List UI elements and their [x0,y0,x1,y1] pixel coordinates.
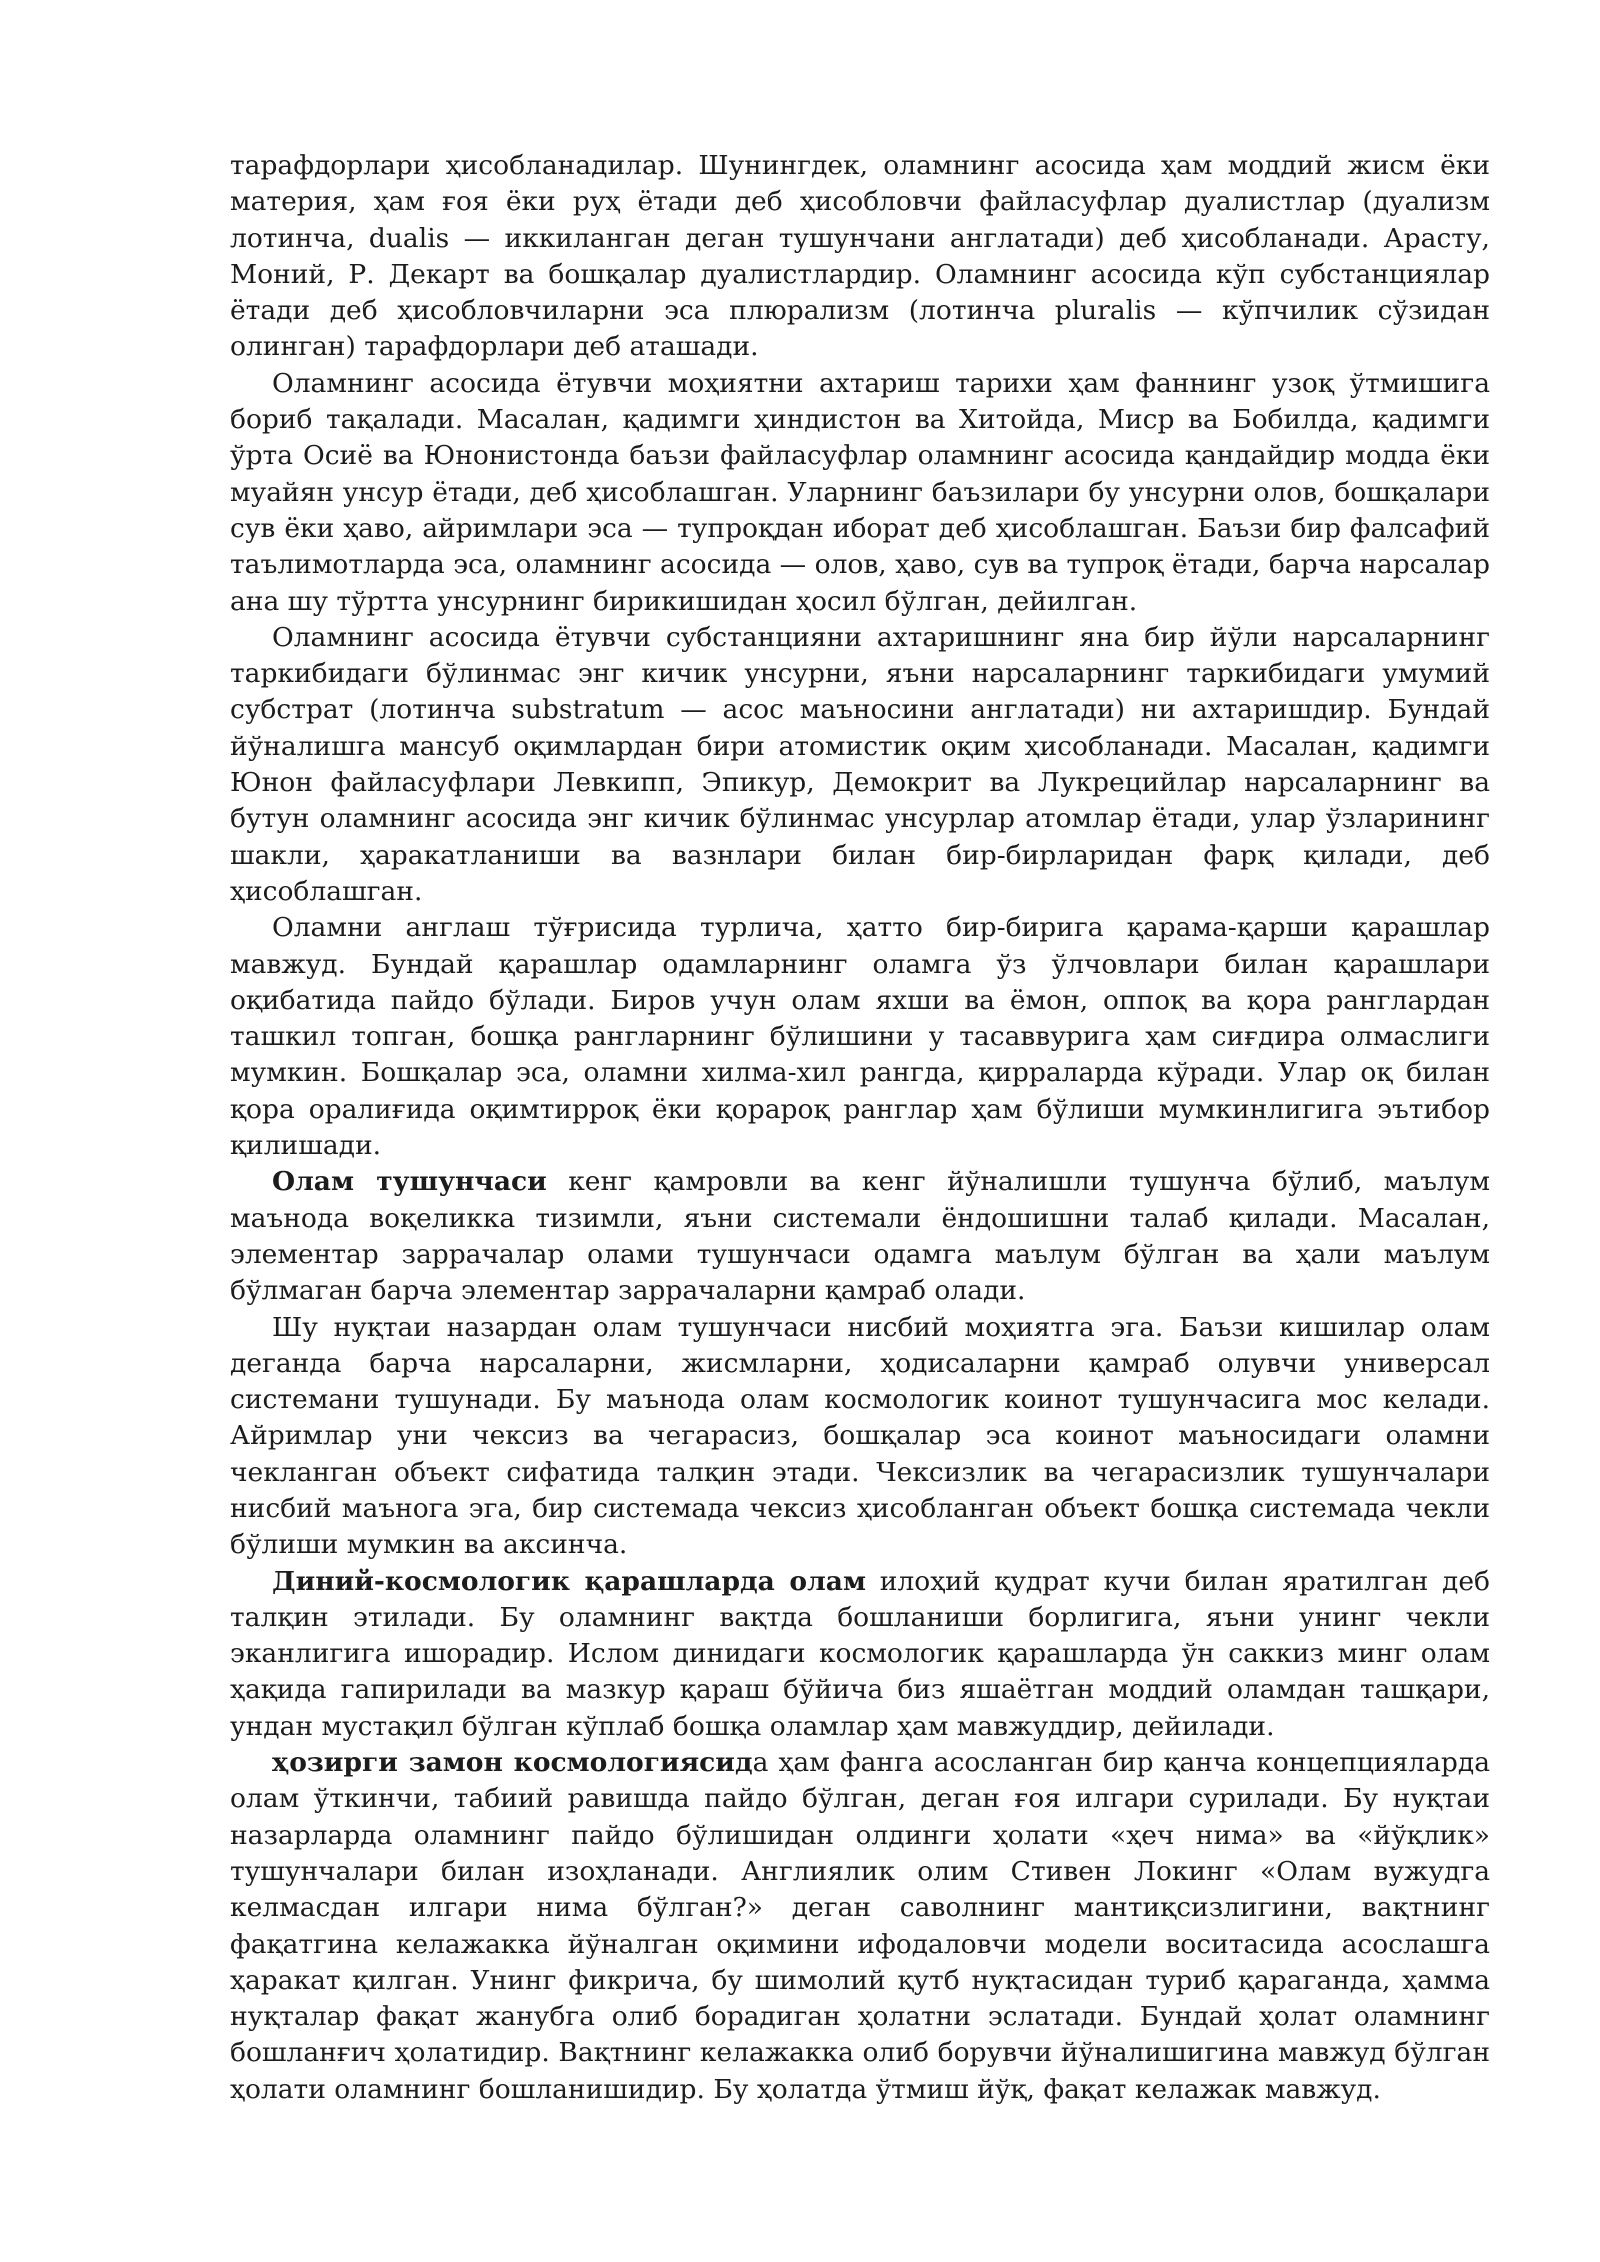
paragraph-world-concept [230,1164,1490,1309]
paragraph-text: кенг қамровли ва кенг йўналишли тушунча бўлиб, маълум маънода воқеликка тизимли, яъни системали ёндошишни талаб қилади. Масалан, элементар заррачалар олами тушунчаси одамга маълум бўлган ва ҳали маълум бўлмаган барча элементар заррачаларни қамраб олади. [230,1166,1490,1307]
paragraph-dualism [230,148,1490,366]
paragraph-text: Оламни англаш тўғрисида турлича, ҳатто бир-бирига қарама-қарши қарашлар мавжуд. Бундай қарашлар одамларнинг оламга ўз ўлчовлари билан қарашлари оқибатида пайдо бўлади. Биров учун олам яхши ва ёмон, оппоқ ва қора ранглардан ташкил топган, бошқа рангларнинг бўлишини у тасаввурига ҳам сиғдира олмаслиги мумкин. Бошқалар эса, оламни хилма-хил рангда, қирраларда кўради. Улар оқ билан қора оралиғида оқимтирроқ ёки қорароқ ранглар ҳам бўлиши мумкинлигига эътибор қилишади. [230,912,1490,1162]
paragraph-text: Оламнинг асосида ётувчи субстанцияни ахтаришнинг яна бир йўли нарсаларнинг таркибидаги бўлинмас энг кичик унсурни, яъни нарсаларнинг таркибидаги умумий субстрат (лотинча substratum — асос маъносини англатади) ни ахтаришдир. Бундай йўналишга мансуб оқимлардан бири атомистик оқим ҳисобланади. Масалан, қадимги Юнон файласуфлари Левкипп, Эпикур, Демокрит ва Лукрецийлар нарсаларнинг ва бутун оламнинг асосида энг кичик бўлинмас унсурлар атомлар ётади, улар ўзларининг шакли, ҳаракатланиши ва вазнлари билан бир-бирларидан фарқ қилади, деб ҳисоблашган. [230,621,1490,907]
paragraph-views [230,910,1490,1164]
paragraph-text: Шу нуқтаи назардан олам тушунчаси нисбий моҳиятга эга. Баъзи кишилар олам деганда барча нарсаларни, жисмларни, ҳодисаларни қамраб олувчи универсал системани тушунади. Бу маънода олам космологик коинот тушунчасига мос келади. Айримлар уни чексиз ва чегарасиз, бошқалар эса коинот маъносидаги оламни чекланган объект сифатида талқин этади. Чексизлик ва чегарасизлик тушунчалари нисбий маънога эга, бир системада чексиз ҳисобланган объект бошқа системада чекли бўлиши мумкин ва аксинча. [230,1311,1490,1561]
paragraph-substance [230,620,1490,910]
paragraph-text: илоҳий қудрат кучи билан яратилган деб талқин этилади. Бу оламнинг вақтда бошланиши борлигига, яъни унинг чекли эканлигига ишорадир. Ислом динидаги космологик қарашларда ўн саккиз минг олам ҳақида гапирилади ва мазкур қараш бўйича биз яшаётган моддий оламдан ташқари, ундан мустақил бўлган кўплаб бошқа оламлар ҳам мавжуддир, дейилади. [230,1565,1491,1742]
paragraph-relative [230,1310,1490,1564]
bold-term: Олам тушунчаси [272,1166,547,1198]
paragraph-text: Оламнинг асосида ётувчи моҳиятни ахтариш тарихи ҳам фаннинг узоқ ўтмишига бориб тақалади. Масалан, қадимги ҳиндистон ва Хитойда, Миср ва Бобилда, қадимги ўрта Осиё ва Юнонистонда баъзи файласуфлар оламнинг асосида қандайдир модда ёки муайян унсур ётади, деб ҳисоблашган. Уларнинг баъзилари бу унсурни олов, бошқалари сув ёки ҳаво, айримлари эса — тупроқдан иборат деб ҳисоблашган. Баъзи бир фалсафий таълимотларда эса, оламнинг асосида — олов, ҳаво, сув ва тупроқ ётади, барча нарсалар ана шу тўртта унсурнинг бирикишидан ҳосил бўлган, дейилган. [230,367,1490,617]
paragraph-essence-history [230,366,1490,620]
document-page [230,148,1490,2108]
paragraph-text: а ҳам фанга асосланган бир қанча концепцияларда олам ўткинчи, табиий равишда пайдо бўлган, деган ғоя илгари сурилади. Бу нуқтаи назарларда оламнинг пайдо бўлишидан олдинги ҳолати «ҳеч нима» ва «йўқлик» тушунчалари билан изоҳланади. Англиялик олим Стивен Локинг «Олам вужудга келмасдан илгари нима бўлган?» деган саволнинг мантиқсизлигини, вақтнинг фақатгина келажакка йўналган оқимини ифодаловчи модели воситасида асослашга ҳаракат қилган. Унинг фикрича, бу шимолий қутб нуқтасидан туриб қараганда, ҳамма нуқталар фақат жанубга олиб борадиган ҳолатни эслатади. Бундай ҳолат оламнинг бошланғич ҳолатидир. Вақтнинг келажакка олиб борувчи йўналишигина мавжуд бўлган ҳолати оламнинг бошланишидир. Бу ҳолатда ўтмиш йўқ, фақат келажак мавжуд. [230,1747,1491,2105]
paragraph-religious [230,1564,1490,1745]
bold-term: Диний-космологик қарашларда олам [272,1565,866,1597]
paragraph-text: тарафдорлари ҳисобланадилар. Шунингдек, оламнинг асосида ҳам моддий жисм ёки материя, ҳам ғоя ёки руҳ ётади деб ҳисобловчи файласуфлар дуалистлар (дуализм лотинча, dualis — иккиланган деган тушунчани англатади) деб ҳисобланади. Арасту, Моний, Р. Декарт ва бошқалар дуалистлардир. Оламнинг асосида кўп субстанциялар ётади деб ҳисобловчиларни эса плюрализм (лотинча pluralis — кўпчилик сўзидан олинган) тарафдорлари деб аташади. [230,150,1490,363]
bold-term: ҳозирги замон космологиясид [272,1747,753,1779]
paragraph-modern-cosmology [230,1745,1490,2108]
